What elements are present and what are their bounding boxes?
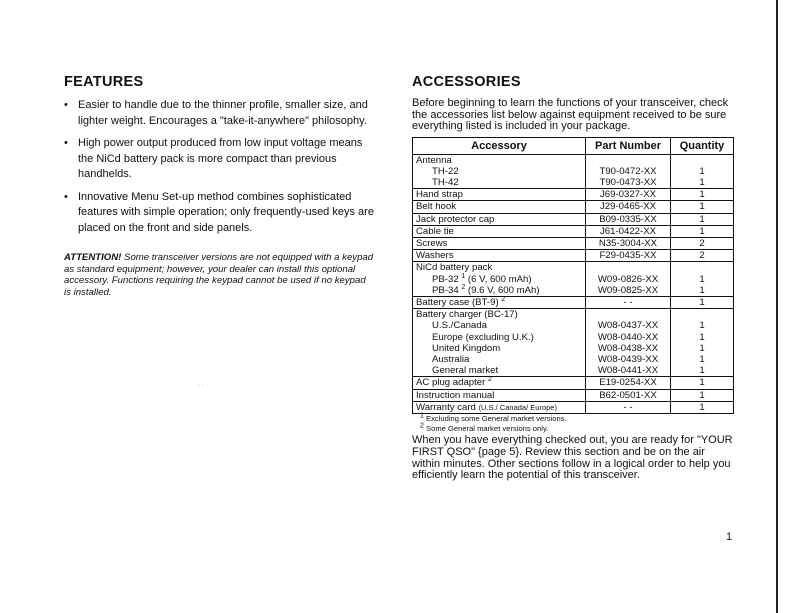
- part-number-cell: [586, 389, 671, 401]
- accessory-cell: [413, 213, 586, 225]
- table-row: [413, 262, 734, 297]
- sub-item-name: [416, 320, 582, 331]
- sub-item-name: [416, 343, 582, 354]
- footnote-ref: 2: [488, 376, 492, 384]
- column-header-quantity: Quantity: [671, 137, 734, 154]
- part-number: W08-0438-XX: [597, 342, 659, 354]
- item-label: Instruction manual: [416, 389, 495, 401]
- part-number: [589, 309, 667, 320]
- part-number-cell: [586, 213, 671, 225]
- item-label: Antenna: [416, 154, 452, 166]
- page-edge-rule: [776, 0, 778, 613]
- quantity: 1: [699, 389, 705, 401]
- accessories-outro: When you have everything checked out, you are ready for "YOUR FIRST QSO" {page 5}. Review this section and be on the air within minutes. Other sections follow in a logical order to help you efficiently learn the potential of this transceiver.: [412, 434, 733, 482]
- item-name: [416, 262, 582, 273]
- accessory-cell: [413, 296, 586, 308]
- accessory-cell: [413, 189, 586, 201]
- part-number: W08-0437-XX: [597, 320, 659, 332]
- part-number: W08-0441-XX: [597, 365, 659, 377]
- item-detail: (6 V, 600 mAh): [467, 273, 532, 285]
- accessory-cell: [413, 154, 586, 189]
- quantity: 1: [699, 176, 705, 188]
- quantity: 1: [699, 296, 705, 308]
- part-number-cell: [586, 262, 671, 297]
- quantity: 1: [699, 225, 705, 237]
- page-number: 1: [726, 531, 733, 543]
- item-label: Warranty card: [416, 401, 476, 413]
- footnote-ref: 2: [501, 295, 506, 303]
- part-number-cell: [586, 401, 671, 413]
- quantity-cell: [671, 154, 734, 189]
- accessory-cell: [413, 309, 586, 377]
- item-name: [416, 189, 582, 200]
- quantity: 1: [699, 353, 705, 365]
- table-row: [413, 189, 734, 201]
- table-header-row: [413, 137, 734, 154]
- item-label: Cable tie: [416, 225, 454, 237]
- item-label: General market: [432, 365, 499, 377]
- item-name: [416, 309, 582, 320]
- accessories-section: [412, 74, 734, 482]
- table-row: [413, 389, 734, 401]
- item-label: AC plug adapter: [416, 377, 486, 389]
- item-name: [416, 226, 582, 237]
- quantity: 1: [699, 365, 705, 377]
- item-name: [416, 390, 582, 401]
- item-label: Australia: [432, 353, 470, 365]
- sub-item-name: [416, 274, 582, 285]
- accessory-cell: [413, 389, 586, 401]
- item-label: United Kingdom: [432, 342, 501, 354]
- item-name: [416, 214, 582, 225]
- part-number-cell: [586, 225, 671, 237]
- attention-note: [64, 252, 374, 298]
- part-number-cell: [586, 237, 671, 249]
- part-number: W09-0825-XX: [597, 284, 659, 296]
- item-label: U.S./Canada: [432, 320, 487, 332]
- item-label: Battery charger (BC-17): [416, 309, 518, 321]
- accessory-cell: [413, 250, 586, 262]
- item-note: (U.S./ Canada/ Europe): [478, 402, 557, 412]
- features-section: [64, 74, 374, 298]
- quantity: 1: [699, 377, 705, 389]
- sub-item-name: [416, 166, 582, 177]
- part-number-cell: [586, 250, 671, 262]
- quantity-cell: [671, 389, 734, 401]
- bullet-icon: •: [64, 137, 68, 149]
- accessories-intro: Before beginning to learn the functions of your transceiver, check the accessories list below against equipment received to be sure everything listed is included in your package.: [412, 97, 729, 132]
- bullet-icon: •: [64, 99, 68, 111]
- item-label: PB-32: [432, 273, 459, 285]
- footnote-mark: 2: [420, 422, 424, 430]
- quantity: [674, 262, 730, 273]
- part-number: F29-0435-XX: [599, 250, 657, 262]
- sub-item-name: [416, 285, 582, 296]
- table-row: [413, 296, 734, 308]
- item-label: PB-34: [432, 284, 459, 296]
- accessory-cell: [413, 401, 586, 413]
- item-label: Washers: [416, 250, 454, 262]
- footnote-text: Some General market versions only.: [426, 424, 549, 434]
- part-number: - -: [623, 296, 633, 308]
- part-number: T90-0472-XX: [599, 165, 657, 177]
- item-label: Hand strap: [416, 189, 463, 201]
- quantity-cell: [671, 309, 734, 377]
- quantity-cell: [671, 237, 734, 249]
- table-row: [413, 201, 734, 213]
- quantity: [674, 309, 730, 320]
- table-row: [413, 213, 734, 225]
- footnote-ref: 2: [461, 283, 466, 291]
- item-label: Screws: [416, 237, 448, 249]
- part-number-cell: [586, 309, 671, 377]
- quantity: 1: [699, 401, 705, 413]
- item-detail: (9.6 V, 600 mAh): [467, 284, 540, 296]
- footnote: [412, 424, 734, 434]
- item-name: [416, 402, 582, 413]
- quantity-cell: [671, 189, 734, 201]
- quantity: 2: [699, 237, 705, 249]
- item-label: Belt hook: [416, 201, 457, 213]
- quantity-cell: [671, 225, 734, 237]
- item-label: Battery case (BT-9): [416, 296, 499, 308]
- accessories-table: [412, 137, 734, 414]
- column-header-part-number: Part Number: [586, 137, 671, 154]
- accessory-cell: [413, 262, 586, 297]
- accessory-cell: [413, 237, 586, 249]
- features-heading: FEATURES: [64, 74, 144, 90]
- scan-speck: · ·: [198, 382, 204, 388]
- footnote-mark: 1: [420, 412, 424, 420]
- part-number-cell: [586, 296, 671, 308]
- sub-item-name: [416, 332, 582, 343]
- quantity: 1: [699, 189, 705, 201]
- quantity-cell: [671, 250, 734, 262]
- accessories-table-body: [413, 154, 734, 413]
- table-row: [413, 237, 734, 249]
- feature-item: • Innovative Menu Set-up method combines sophisticated features with simple operation; only frequently-used keys are placed on the front and side panels.: [64, 190, 374, 234]
- quantity: 2: [699, 250, 705, 262]
- item-name: [416, 238, 582, 249]
- quantity-cell: [671, 377, 734, 389]
- sub-item-name: [416, 365, 582, 376]
- quantity-cell: [671, 262, 734, 297]
- part-number: [589, 155, 667, 166]
- item-label: Europe (excluding U.K.): [432, 331, 534, 343]
- quantity: 1: [699, 284, 705, 296]
- part-number: E19-0254-XX: [599, 377, 657, 389]
- item-name: [416, 155, 582, 166]
- quantity: 1: [699, 320, 705, 332]
- part-number: W09-0826-XX: [597, 273, 659, 285]
- attention-label: ATTENTION!: [64, 252, 122, 263]
- feature-item: • Easier to handle due to the thinner profile, smaller size, and lighter weight. Encourages a "take-it-anywhere" philosophy.: [64, 99, 368, 127]
- part-number-cell: [586, 377, 671, 389]
- quantity-cell: [671, 201, 734, 213]
- table-row: [413, 309, 734, 377]
- part-number: [589, 262, 667, 273]
- quantity: 1: [699, 273, 705, 285]
- quantity: 1: [699, 342, 705, 354]
- part-number: J29-0465-XX: [600, 201, 656, 213]
- part-number-cell: [586, 154, 671, 189]
- quantity: 1: [699, 331, 705, 343]
- part-number: - -: [623, 401, 633, 413]
- quantity: [674, 155, 730, 166]
- accessory-cell: [413, 201, 586, 213]
- part-number: T90-0473-XX: [599, 176, 657, 188]
- item-label: TH-22: [432, 165, 459, 177]
- part-number: B62-0501-XX: [599, 389, 657, 401]
- column-header-accessory: Accessory: [413, 137, 586, 154]
- part-number: J61-0422-XX: [600, 225, 656, 237]
- item-name: [416, 250, 582, 261]
- item-label: TH-42: [432, 176, 459, 188]
- part-number: B09-0335-XX: [599, 213, 657, 225]
- item-label: NiCd battery pack: [416, 262, 493, 274]
- footnote-text: Excluding some General market versions.: [426, 413, 567, 423]
- accessories-heading: ACCESSORIES: [412, 74, 521, 90]
- table-row: [413, 377, 734, 389]
- feature-item: • High power output produced from low input voltage means the NiCd battery pack is more compact than previous handhelds.: [64, 137, 363, 180]
- table-row: [413, 225, 734, 237]
- quantity: 1: [699, 201, 705, 213]
- bullet-icon: •: [64, 190, 68, 203]
- item-name: [416, 297, 582, 308]
- footnote: [412, 414, 734, 424]
- table-row: [413, 154, 734, 189]
- quantity-cell: [671, 401, 734, 413]
- sub-item-name: [416, 354, 582, 365]
- accessory-cell: [413, 225, 586, 237]
- quantity-cell: [671, 296, 734, 308]
- part-number: J69-0327-XX: [600, 189, 656, 201]
- footnote-ref: 1: [461, 272, 466, 280]
- sub-item-name: [416, 177, 582, 188]
- table-row: [413, 401, 734, 413]
- part-number: W08-0440-XX: [597, 331, 659, 343]
- part-number: W08-0439-XX: [597, 353, 659, 365]
- item-name: [416, 377, 582, 388]
- quantity: 1: [699, 165, 705, 177]
- accessory-cell: [413, 377, 586, 389]
- quantity-cell: [671, 213, 734, 225]
- part-number-cell: [586, 201, 671, 213]
- part-number-cell: [586, 189, 671, 201]
- footnotes: [412, 414, 734, 434]
- attention-text: Some transceiver versions are not equipped with a keypad as standard equipment; however, your dealer can install this optional accessory. Functions requiring the keypad cannot be used if no keypad is installed.: [64, 252, 374, 298]
- features-list: [64, 98, 374, 236]
- table-row: [413, 250, 734, 262]
- item-name: [416, 201, 582, 212]
- part-number: N35-3004-XX: [598, 237, 658, 249]
- item-label: Jack protector cap: [416, 213, 495, 225]
- quantity: 1: [699, 213, 705, 225]
